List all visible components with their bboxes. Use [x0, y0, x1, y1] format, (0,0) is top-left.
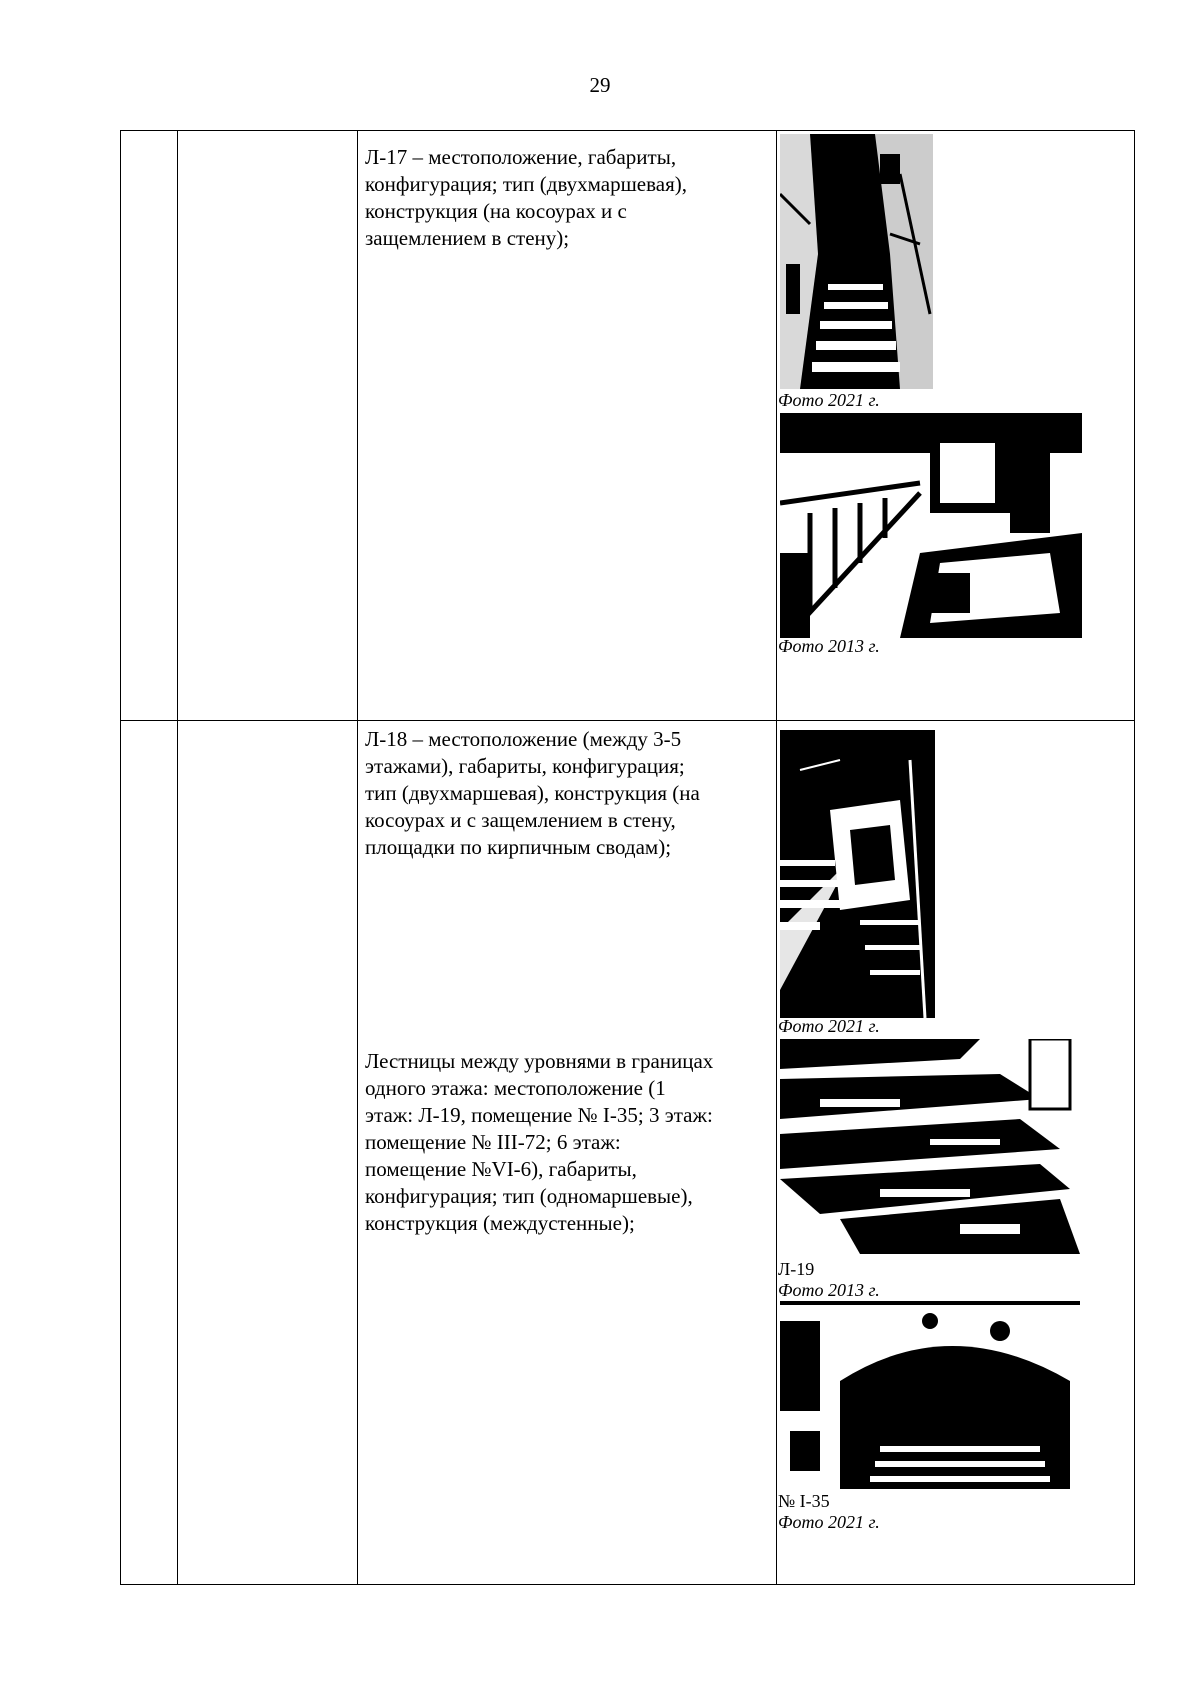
column-divider-1	[177, 130, 178, 1584]
row-divider	[121, 720, 1134, 721]
photo-caption: Фото 2021 г.	[778, 1512, 880, 1532]
table-top-border-right	[778, 130, 1134, 131]
table-top-border	[121, 130, 778, 131]
photo-label: Л-19	[778, 1259, 815, 1279]
row-inner-stairs-description: Лестницы между уровнями в границах одного этажа: местоположение (1 этаж: Л-19, помещение № I-35; 3 этаж: помещение № III-72; 6 этаж: помещение №VI-6), габариты, конфигурация; тип (одномаршевые), конструкция (междустенные);	[365, 1049, 714, 1235]
photo-caption: Фото 2013 г.	[778, 1280, 880, 1300]
row-l18-description: Л-18 – местоположение (между 3-5 этажами), габариты, конфигурация; тип (двухмаршевая), конструкция (на косоурах и с защемлением в стену, площадки по кирпичным сводам);	[365, 727, 700, 859]
photo-caption: Фото 2013 г.	[778, 636, 880, 656]
document-table	[120, 130, 1135, 1585]
page-number: 29	[589, 73, 611, 97]
photo-l17-2021	[780, 134, 933, 389]
photo-l17-2013	[780, 413, 1082, 638]
photo-l18-2021	[780, 730, 935, 1018]
photo-label: № I-35	[778, 1491, 830, 1511]
photo-caption: Фото 2021 г.	[778, 390, 880, 410]
row-l17-description: Л-17 – местоположение, габариты, конфигурация; тип (двухмаршевая), конструкция (на косоурах и с защемлением в стену);	[365, 145, 687, 250]
column-divider-2	[357, 130, 358, 1584]
photo-caption: Фото 2021 г.	[778, 1016, 880, 1036]
photo-l19-2013	[780, 1039, 1080, 1254]
photo-i35-2021	[780, 1301, 1080, 1489]
